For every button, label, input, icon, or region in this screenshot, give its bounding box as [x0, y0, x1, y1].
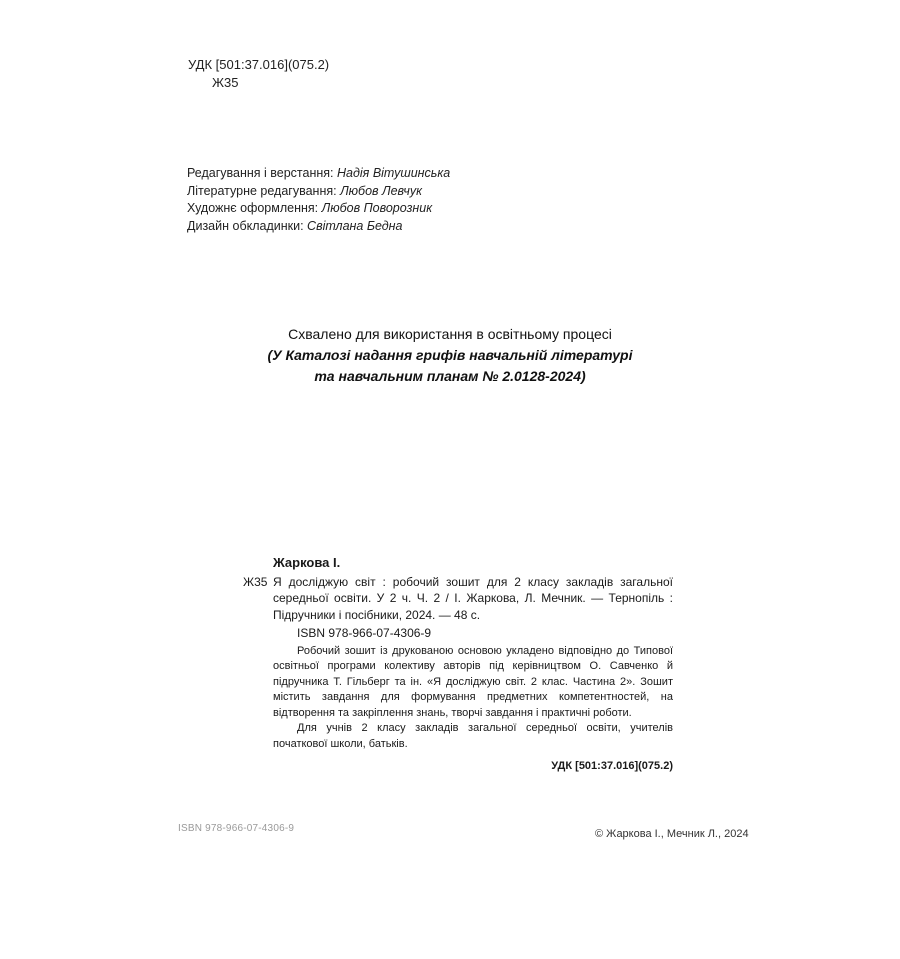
abstract-paragraph: Робочий зошит із друкованою основою укладено відповідно до Типової освітньої програми колективу авторів під керівництвом О. Савченко й підручника Т. Гільберг та ін. «Я досліджую світ. 2 клас. Частина 2». Зошит містить завдання для формування предметних компетентностей, на відтворення та закріплення знань, творчі завдання і практичні роботи.	[273, 644, 673, 719]
bibliographic-record	[243, 555, 673, 775]
record-main	[243, 574, 673, 624]
record-udk: УДК [501:37.016](075.2)	[551, 760, 673, 773]
editorial-credits	[187, 165, 450, 235]
author-mark: Ж35	[212, 75, 239, 90]
udk-classification: УДК [501:37.016](075.2)	[188, 57, 330, 72]
copyright-notice: © Жаркова І., Мечник Л., 2024	[595, 828, 749, 840]
approval-catalog-line: (У Каталозі надання грифів навчальній літературі	[267, 347, 633, 363]
record-description: Я досліджую світ : робочий зошит для 2 класу закладів загальної середньої освіти. У 2 ч. Ч. 2 / І. Жаркова, Л. Мечник. — Тернопіль : Підручники і посібники, 2024. — 48 с.	[273, 574, 673, 622]
record-abstract	[273, 644, 673, 753]
approval-notice	[250, 324, 650, 387]
credit-role: Редагування і верстання:	[187, 166, 334, 180]
credit-line	[187, 165, 450, 183]
credit-role: Художнє оформлення:	[187, 201, 319, 215]
credit-name: Світлана Бедна	[307, 218, 403, 233]
record-author: Жаркова І.	[273, 555, 341, 570]
abstract-paragraph: Для учнів 2 класу закладів загальної середньої освіти, учителів початкової школи, батьків.	[273, 722, 673, 750]
credit-line	[187, 218, 450, 236]
credit-name: Любов Поворозник	[321, 201, 433, 215]
credit-line	[187, 183, 450, 201]
approval-catalog-line: та навчальним планам № 2.0128-2024)	[314, 368, 586, 384]
credit-line	[187, 200, 450, 218]
credit-name: Надія Вітушинська	[337, 166, 451, 180]
credit-name: Любов Левчук	[340, 183, 422, 198]
record-isbn: ISBN 978-966-07-4306-9	[297, 626, 432, 641]
approval-line: Схвалено для використання в освітньому процесі	[288, 326, 612, 342]
record-author-mark: Ж35	[243, 574, 268, 589]
credit-role: Дизайн обкладинки:	[187, 218, 304, 233]
isbn-footer: ISBN 978-966-07-4306-9	[178, 823, 295, 834]
credit-role: Літературне редагування:	[187, 183, 337, 198]
